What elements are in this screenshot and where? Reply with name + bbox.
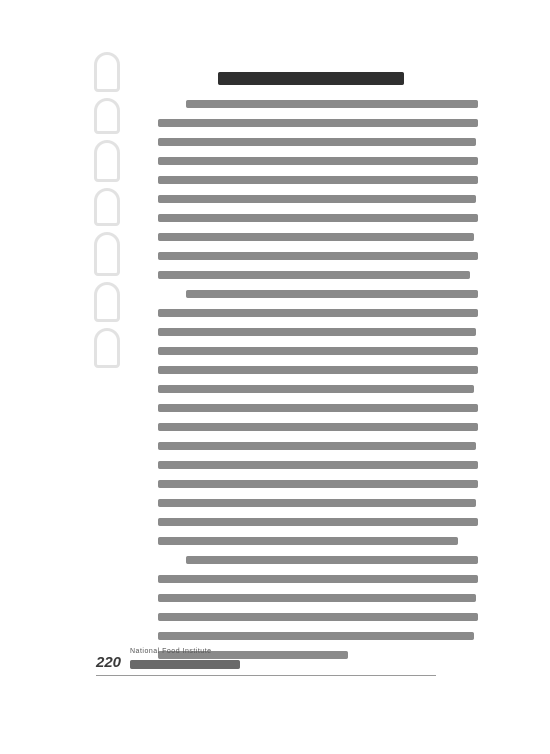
- paragraph-line: [158, 613, 478, 621]
- paragraph-line: [158, 461, 478, 469]
- watermark-glyph: [94, 140, 120, 182]
- footer-rule: [96, 675, 436, 676]
- paragraph-line: [158, 271, 470, 279]
- paragraph-line: [158, 328, 476, 336]
- footer-caption: National Food Institute: [130, 648, 212, 655]
- paragraph-line: [158, 537, 458, 545]
- paragraph-line: [158, 309, 478, 317]
- watermark-glyph: [94, 232, 120, 276]
- paragraph-line: [158, 480, 478, 488]
- paragraph-line: [158, 195, 476, 203]
- page-number: 220: [96, 654, 122, 671]
- paragraph-line: [158, 423, 478, 431]
- paragraph-line: [158, 632, 474, 640]
- watermark-glyph: [94, 52, 120, 92]
- paragraph-line: [158, 385, 474, 393]
- paragraph-line: [186, 290, 478, 298]
- side-watermark: [84, 52, 132, 372]
- paragraph-line: [186, 100, 478, 108]
- paragraph-line: [158, 575, 478, 583]
- article-body: [158, 100, 478, 670]
- paragraph-line: [186, 556, 478, 564]
- paragraph-line: [158, 138, 476, 146]
- paragraph-line: [158, 594, 476, 602]
- paragraph-line: [158, 119, 478, 127]
- page-footer: [96, 650, 436, 690]
- article-title: [218, 72, 404, 85]
- paragraph-line: [158, 499, 476, 507]
- watermark-glyph: [94, 282, 120, 322]
- watermark-glyph: [94, 328, 120, 368]
- paragraph-line: [158, 366, 478, 374]
- footer-publication-mark: [130, 660, 240, 669]
- paragraph-line: [158, 157, 478, 165]
- watermark-glyph: [94, 98, 120, 134]
- paragraph-line: [158, 233, 474, 241]
- watermark-glyph: [94, 188, 120, 226]
- paragraph-line: [158, 176, 478, 184]
- paragraph-line: [158, 214, 478, 222]
- paragraph-line: [158, 442, 476, 450]
- paragraph-line: [158, 252, 478, 260]
- paragraph-line: [158, 518, 478, 526]
- paragraph-line: [158, 404, 478, 412]
- paragraph-line: [158, 347, 478, 355]
